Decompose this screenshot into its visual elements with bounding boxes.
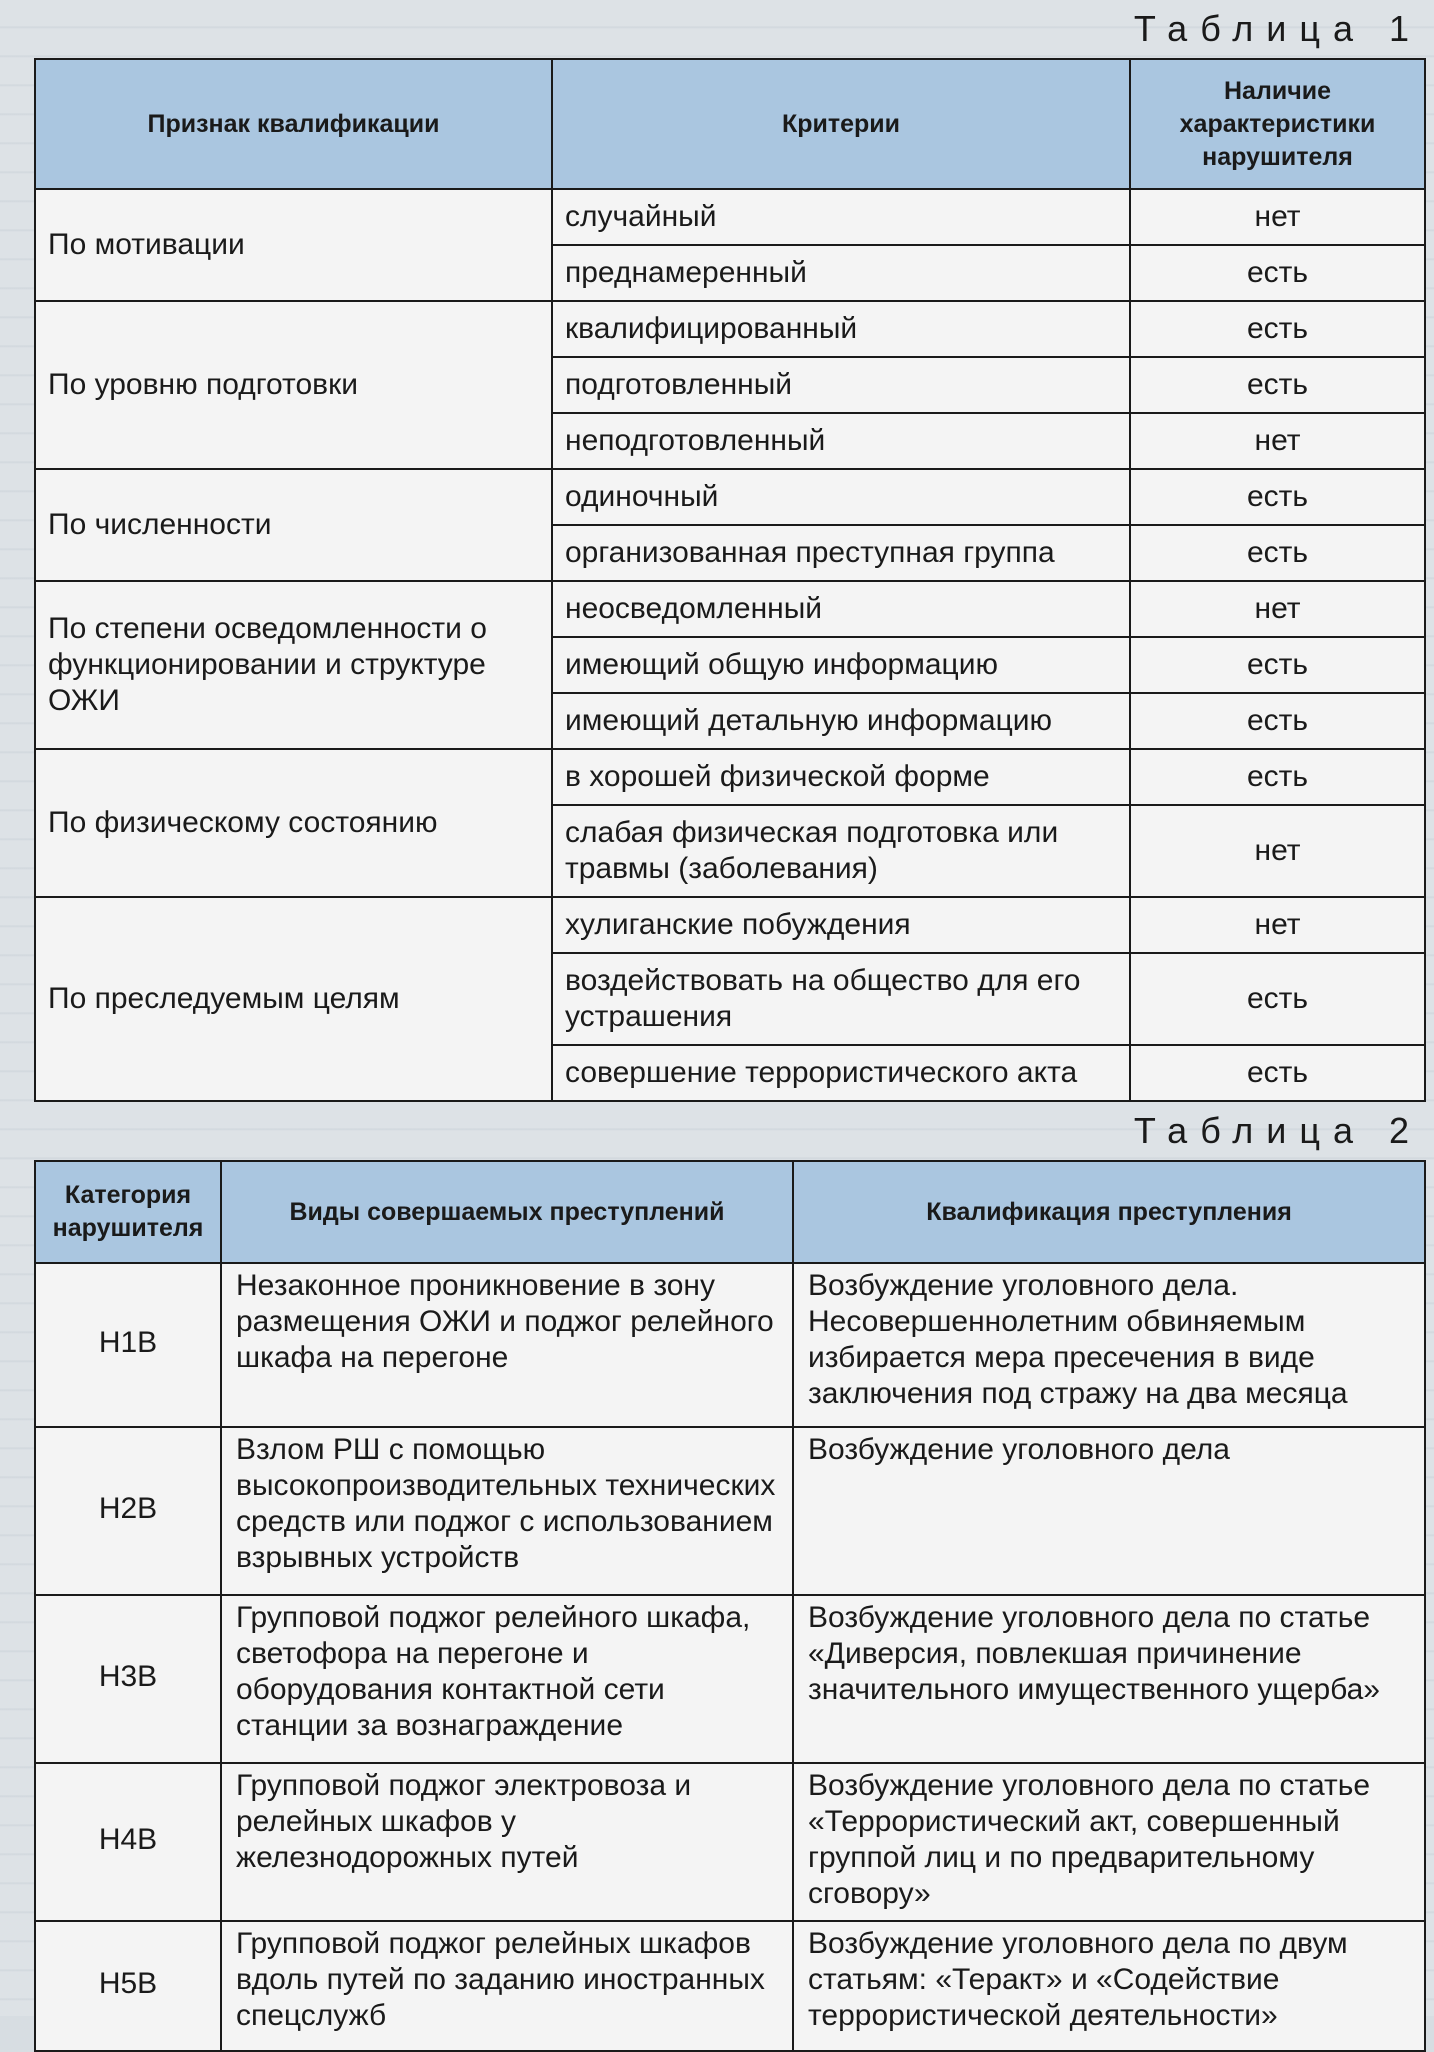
header-sign: Признак квалификации (35, 59, 552, 189)
header-category: Категория нарушителя (35, 1161, 221, 1263)
category-cell: Н2В (35, 1427, 221, 1595)
criterion-cell: организованная преступная группа (552, 525, 1130, 581)
value-cell: есть (1130, 749, 1425, 805)
criterion-cell: преднамеренный (552, 245, 1130, 301)
header-qualification: Квалификация преступления (793, 1161, 1425, 1263)
crime-cell: Групповой поджог релейного шкафа, светофора на перегоне и оборудования контактной сети станции за вознаграждение (221, 1595, 793, 1763)
value-cell: нет (1130, 897, 1425, 953)
qualification-table (34, 58, 1426, 1102)
criterion-cell: неподготовленный (552, 413, 1130, 469)
header-crime-types: Виды совершаемых преступлений (221, 1161, 793, 1263)
value-cell: нет (1130, 189, 1425, 245)
value-cell: есть (1130, 1045, 1425, 1101)
criterion-cell: одиночный (552, 469, 1130, 525)
value-cell: нет (1130, 581, 1425, 637)
sign-cell: По физическому состоянию (35, 749, 552, 897)
criterion-cell: имеющий общую информацию (552, 637, 1130, 693)
category-cell: Н3В (35, 1595, 221, 1763)
table-row (35, 1921, 1425, 2051)
value-cell: есть (1130, 357, 1425, 413)
table-row (35, 301, 1425, 357)
criterion-cell: имеющий детальную информацию (552, 693, 1130, 749)
value-cell: есть (1130, 301, 1425, 357)
qualification-cell: Возбуждение уголовного дела по статье «Террористический акт, совершенный группой лиц и по предварительному сговору» (793, 1763, 1425, 1921)
qualification-cell: Возбуждение уголовного дела по двум статьям: «Теракт» и «Содействие террористической деятельности» (793, 1921, 1425, 2051)
criterion-cell: в хорошей физической форме (552, 749, 1130, 805)
crime-cell: Групповой поджог релейных шкафов вдоль путей по заданию иностранных спецслужб (221, 1921, 793, 2051)
sign-cell: По численности (35, 469, 552, 581)
value-cell: есть (1130, 245, 1425, 301)
qualification-cell: Возбуждение уголовного дела по статье «Диверсия, повлекшая причинение значительного имущественного ущерба» (793, 1595, 1425, 1763)
table-row (35, 189, 1425, 245)
criterion-cell: совершение террористического акта (552, 1045, 1130, 1101)
value-cell: есть (1130, 469, 1425, 525)
table-row (35, 749, 1425, 805)
header-criteria: Критерии (552, 59, 1130, 189)
table-row (35, 581, 1425, 637)
table1-header-row (35, 59, 1425, 189)
table-row (35, 1427, 1425, 1595)
header-presence: Наличие характеристики нарушителя (1130, 59, 1425, 189)
value-cell: есть (1130, 637, 1425, 693)
crime-cell: Взлом РШ с помощью высокопроизводительных технических средств или поджог с использованием взрывных устройств (221, 1427, 793, 1595)
criterion-cell: случайный (552, 189, 1130, 245)
table-row (35, 1763, 1425, 1921)
category-cell: Н5В (35, 1921, 221, 2051)
category-cell: Н1В (35, 1263, 221, 1427)
crime-cell: Незаконное проникновение в зону размещения ОЖИ и поджог релейного шкафа на перегоне (221, 1263, 793, 1427)
table-row (35, 1595, 1425, 1763)
criterion-cell: неосведомленный (552, 581, 1130, 637)
sign-cell: По уровню подготовки (35, 301, 552, 469)
offender-category-table (34, 1160, 1426, 2052)
table-row (35, 897, 1425, 953)
category-cell: Н4В (35, 1763, 221, 1921)
sign-cell: По преследуемым целям (35, 897, 552, 1101)
criterion-cell: подготовленный (552, 357, 1130, 413)
table-row (35, 1263, 1425, 1427)
value-cell: есть (1130, 693, 1425, 749)
criterion-cell: воздействовать на общество для его устрашения (552, 953, 1130, 1045)
qualification-cell: Возбуждение уголовного дела. Несовершеннолетним обвиняемым избирается мера пресечения в виде заключения под стражу на два месяца (793, 1263, 1425, 1427)
qualification-cell: Возбуждение уголовного дела (793, 1427, 1425, 1595)
table1-caption: Таблица 1 (1133, 8, 1422, 49)
table2-header-row (35, 1161, 1425, 1263)
table-row (35, 469, 1425, 525)
criterion-cell: квалифицированный (552, 301, 1130, 357)
value-cell: нет (1130, 805, 1425, 897)
criterion-cell: слабая физическая подготовка или травмы (заболевания) (552, 805, 1130, 897)
crime-cell: Групповой поджог электровоза и релейных шкафов у железнодорожных путей (221, 1763, 793, 1921)
value-cell: нет (1130, 413, 1425, 469)
value-cell: есть (1130, 953, 1425, 1045)
criterion-cell: хулиганские побуждения (552, 897, 1130, 953)
value-cell: есть (1130, 525, 1425, 581)
sign-cell: По степени осведомленности о функционировании и структуре ОЖИ (35, 581, 552, 749)
sign-cell: По мотивации (35, 189, 552, 301)
table2-caption: Таблица 2 (1133, 1110, 1422, 1151)
